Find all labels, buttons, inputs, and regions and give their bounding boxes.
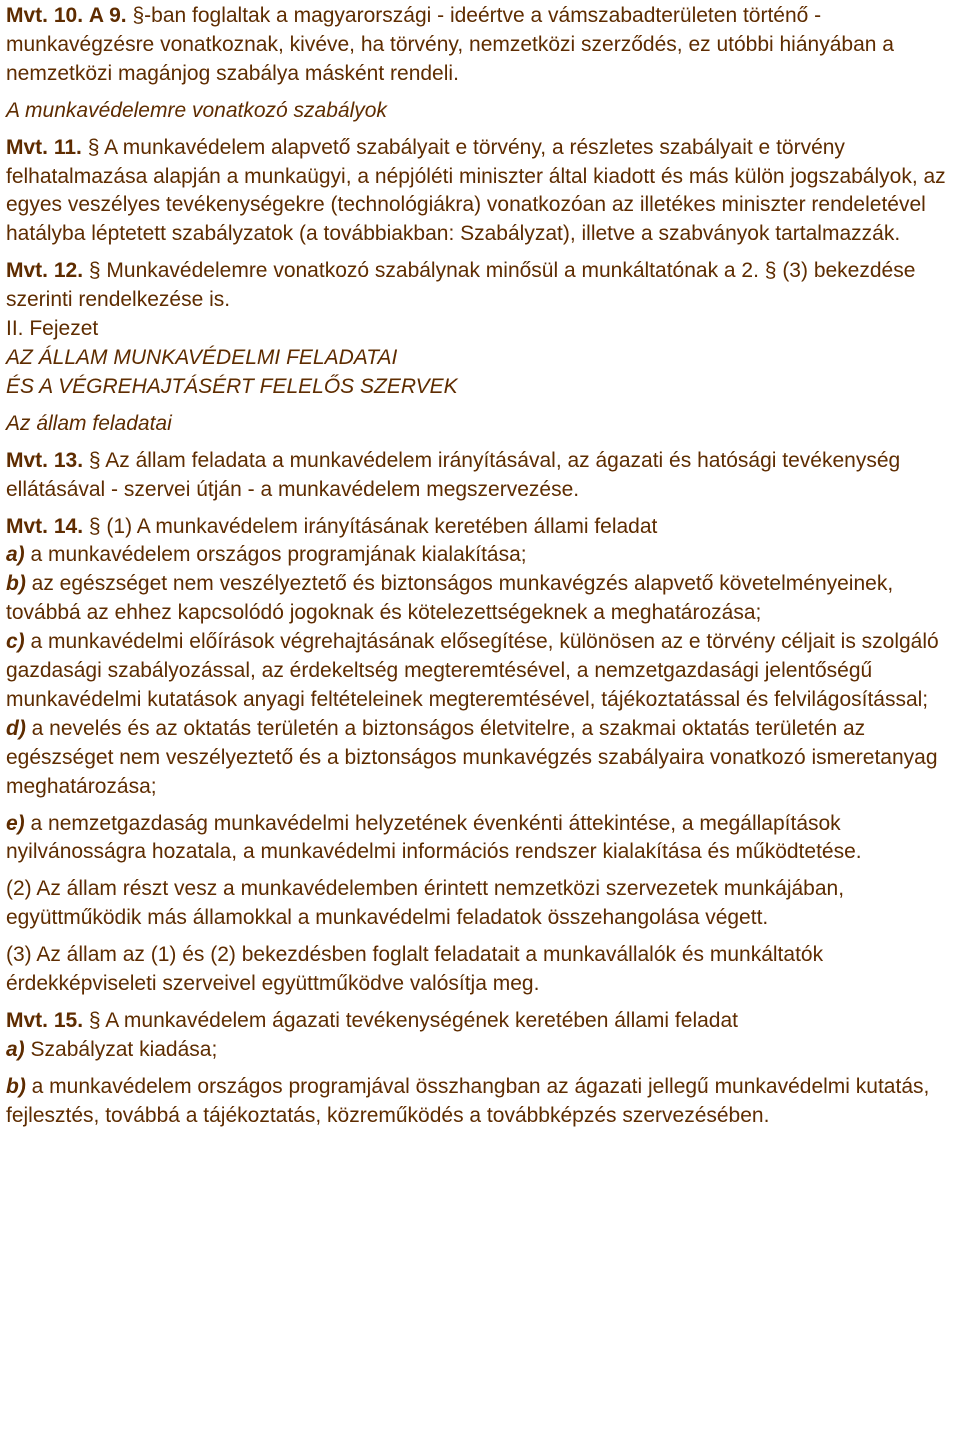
- list-item: [6, 628, 954, 715]
- list-item: [6, 541, 954, 570]
- heading-rules: A munkavédelemre vonatkozó szabályok: [6, 98, 387, 122]
- paragraph-text: -ban foglaltak a magyarországi - ideértve a vámszabadterületen történő - munkavégzésre vonatkoznak, kivéve, ha törvény, nemzetközi szerződés, ez utóbbi hiányában a nemzetközi magánjog szabálya másként rendeli.: [6, 4, 894, 85]
- paragraph-text: Munkavédelemre vonatkozó szabálynak minősül a munkáltatónak a 2.: [106, 259, 759, 283]
- paragraph-text: A munkavédelem alapvető szabályait e törvény, a részletes szabályait e törvény felhatalmazása alapján a munkaügyi, a népjóléti miniszter által kiadott és más külön jogszabályok, az egyes veszélyes tevékenységekre (technológiákra) vonatkozóan az illetékes miniszter rendeletével hatályba léptetett szabályzatok (a továbbiakban: Szabályzat), illetve a szabványok tartalmazzák.: [6, 135, 946, 246]
- list-item-text: a munkavédelem országos programjával összhangban az ágazati jellegű munkavédelmi kutatás, fejlesztés, továbbá a tájékoztatás, közreműködés a továbbképzés szervezésében.: [6, 1074, 930, 1127]
- section-sign-icon: §: [88, 514, 101, 538]
- section-sign-icon: §: [764, 259, 777, 283]
- section-sign-icon: §: [88, 448, 101, 472]
- section-number: Mvt. 15.: [6, 1009, 84, 1032]
- list-item-text: a munkavédelmi előírások végrehajtásának elősegítése, különösen az e törvény céljait is szolgáló gazdasági szabályozással, az érdekeltség megteremtésével, a nemzetgazdasági jelentőségű munkavédelmi kutatások anyagi feltételeinek megteremtésével, tájékoztatással és felvilágosítással;: [6, 630, 939, 711]
- paragraph-text: A munkavédelem ágazati tevékenységének keretében állami feladat: [105, 1009, 738, 1032]
- chapter-subheading: Az állam feladatai: [6, 411, 172, 435]
- section-number: Mvt. 10.: [6, 4, 84, 27]
- paragraph-mvt-14-2: (2) Az állam részt vesz a munkavédelemben érintett nemzetközi szervezetek munkájában, együttműködik más államokkal a munkavédelmi feladatok összehangolása végett.: [6, 877, 845, 930]
- list-item-label: c): [6, 630, 25, 654]
- list-item: [6, 715, 954, 802]
- chapter-label: II. Fejezet: [6, 317, 99, 341]
- section-sign-icon: §: [87, 135, 100, 159]
- list-item: [6, 1073, 954, 1131]
- paragraph-mvt-14: [6, 513, 954, 542]
- list-item: [6, 810, 954, 868]
- chapter-title-line-2: ÉS A VÉGREHAJTÁSÉRT FELELŐS SZERVEK: [6, 374, 458, 398]
- paragraph-mvt-10: [6, 2, 954, 89]
- section-number: Mvt. 13.: [6, 448, 84, 472]
- list-item: [6, 570, 954, 628]
- list-item-label: a): [6, 543, 25, 567]
- list-item-label: d): [6, 716, 26, 740]
- paragraph-mvt-14-3: (3) Az állam az (1) és (2) bekezdésben foglalt feladatait a munkavállalók és munkáltatók érdekképviseleti szerveivel együttműködve valósítja meg.: [6, 943, 824, 996]
- section-sign-icon: §: [132, 4, 145, 27]
- list-item-text: az egészséget nem veszélyeztető és biztonságos munkavégzés alapvető követelményeinek, továbbá az ehhez kapcsolódó jogoknak és kötelezettségeknek a meghatározása;: [6, 572, 894, 625]
- list-item-label: b): [6, 572, 26, 596]
- paragraph-text: (1) A munkavédelem irányításának keretében állami feladat: [106, 514, 658, 538]
- paragraph-text: (3) bekezdése szerinti rendelkezése is.: [6, 259, 916, 312]
- list-item-label: b): [6, 1074, 26, 1098]
- section-sign-icon: §: [88, 1009, 101, 1032]
- list-item: [6, 1036, 954, 1065]
- section-number: Mvt. 11.: [6, 135, 82, 159]
- list-item-text: a nemzetgazdaság munkavédelmi helyzetének évenkénti áttekintése, a megállapítások nyilvánosságra hozatala, a munkavédelmi információs rendszer kialakítása és működtetése.: [6, 811, 862, 864]
- paragraph-mvt-11: [6, 134, 954, 250]
- section-number: Mvt. 12.: [6, 259, 84, 283]
- list-item-text: a nevelés és az oktatás területén a biztonságos életvitelre, a szakmai oktatás területén az egészséget nem veszélyeztető és a biztonságos munkavégzés szabályaira vonatkozó ismeretanyag meghatározása;: [6, 716, 938, 798]
- section-sign-icon: §: [88, 259, 101, 283]
- list-item-label: e): [6, 811, 25, 835]
- list-item-label: a): [6, 1037, 25, 1061]
- list-item-text: a munkavédelem országos programjának kialakítása;: [24, 543, 527, 567]
- paragraph-mvt-13: [6, 447, 954, 505]
- paragraph-mvt-12: [6, 257, 954, 315]
- section-number: Mvt. 14.: [6, 514, 84, 538]
- chapter-title-line-1: AZ ÁLLAM MUNKAVÉDELMI FELADATAI: [6, 345, 398, 369]
- paragraph-mvt-15: [6, 1007, 954, 1036]
- paragraph-text: Az állam feladata a munkavédelem irányításával, az ágazati és hatósági tevékenység ellátásával - szervei útján - a munkavédelem megszervezése.: [6, 448, 901, 501]
- list-item-text: Szabályzat kiadása;: [24, 1037, 218, 1061]
- section-reference: A 9.: [88, 4, 127, 27]
